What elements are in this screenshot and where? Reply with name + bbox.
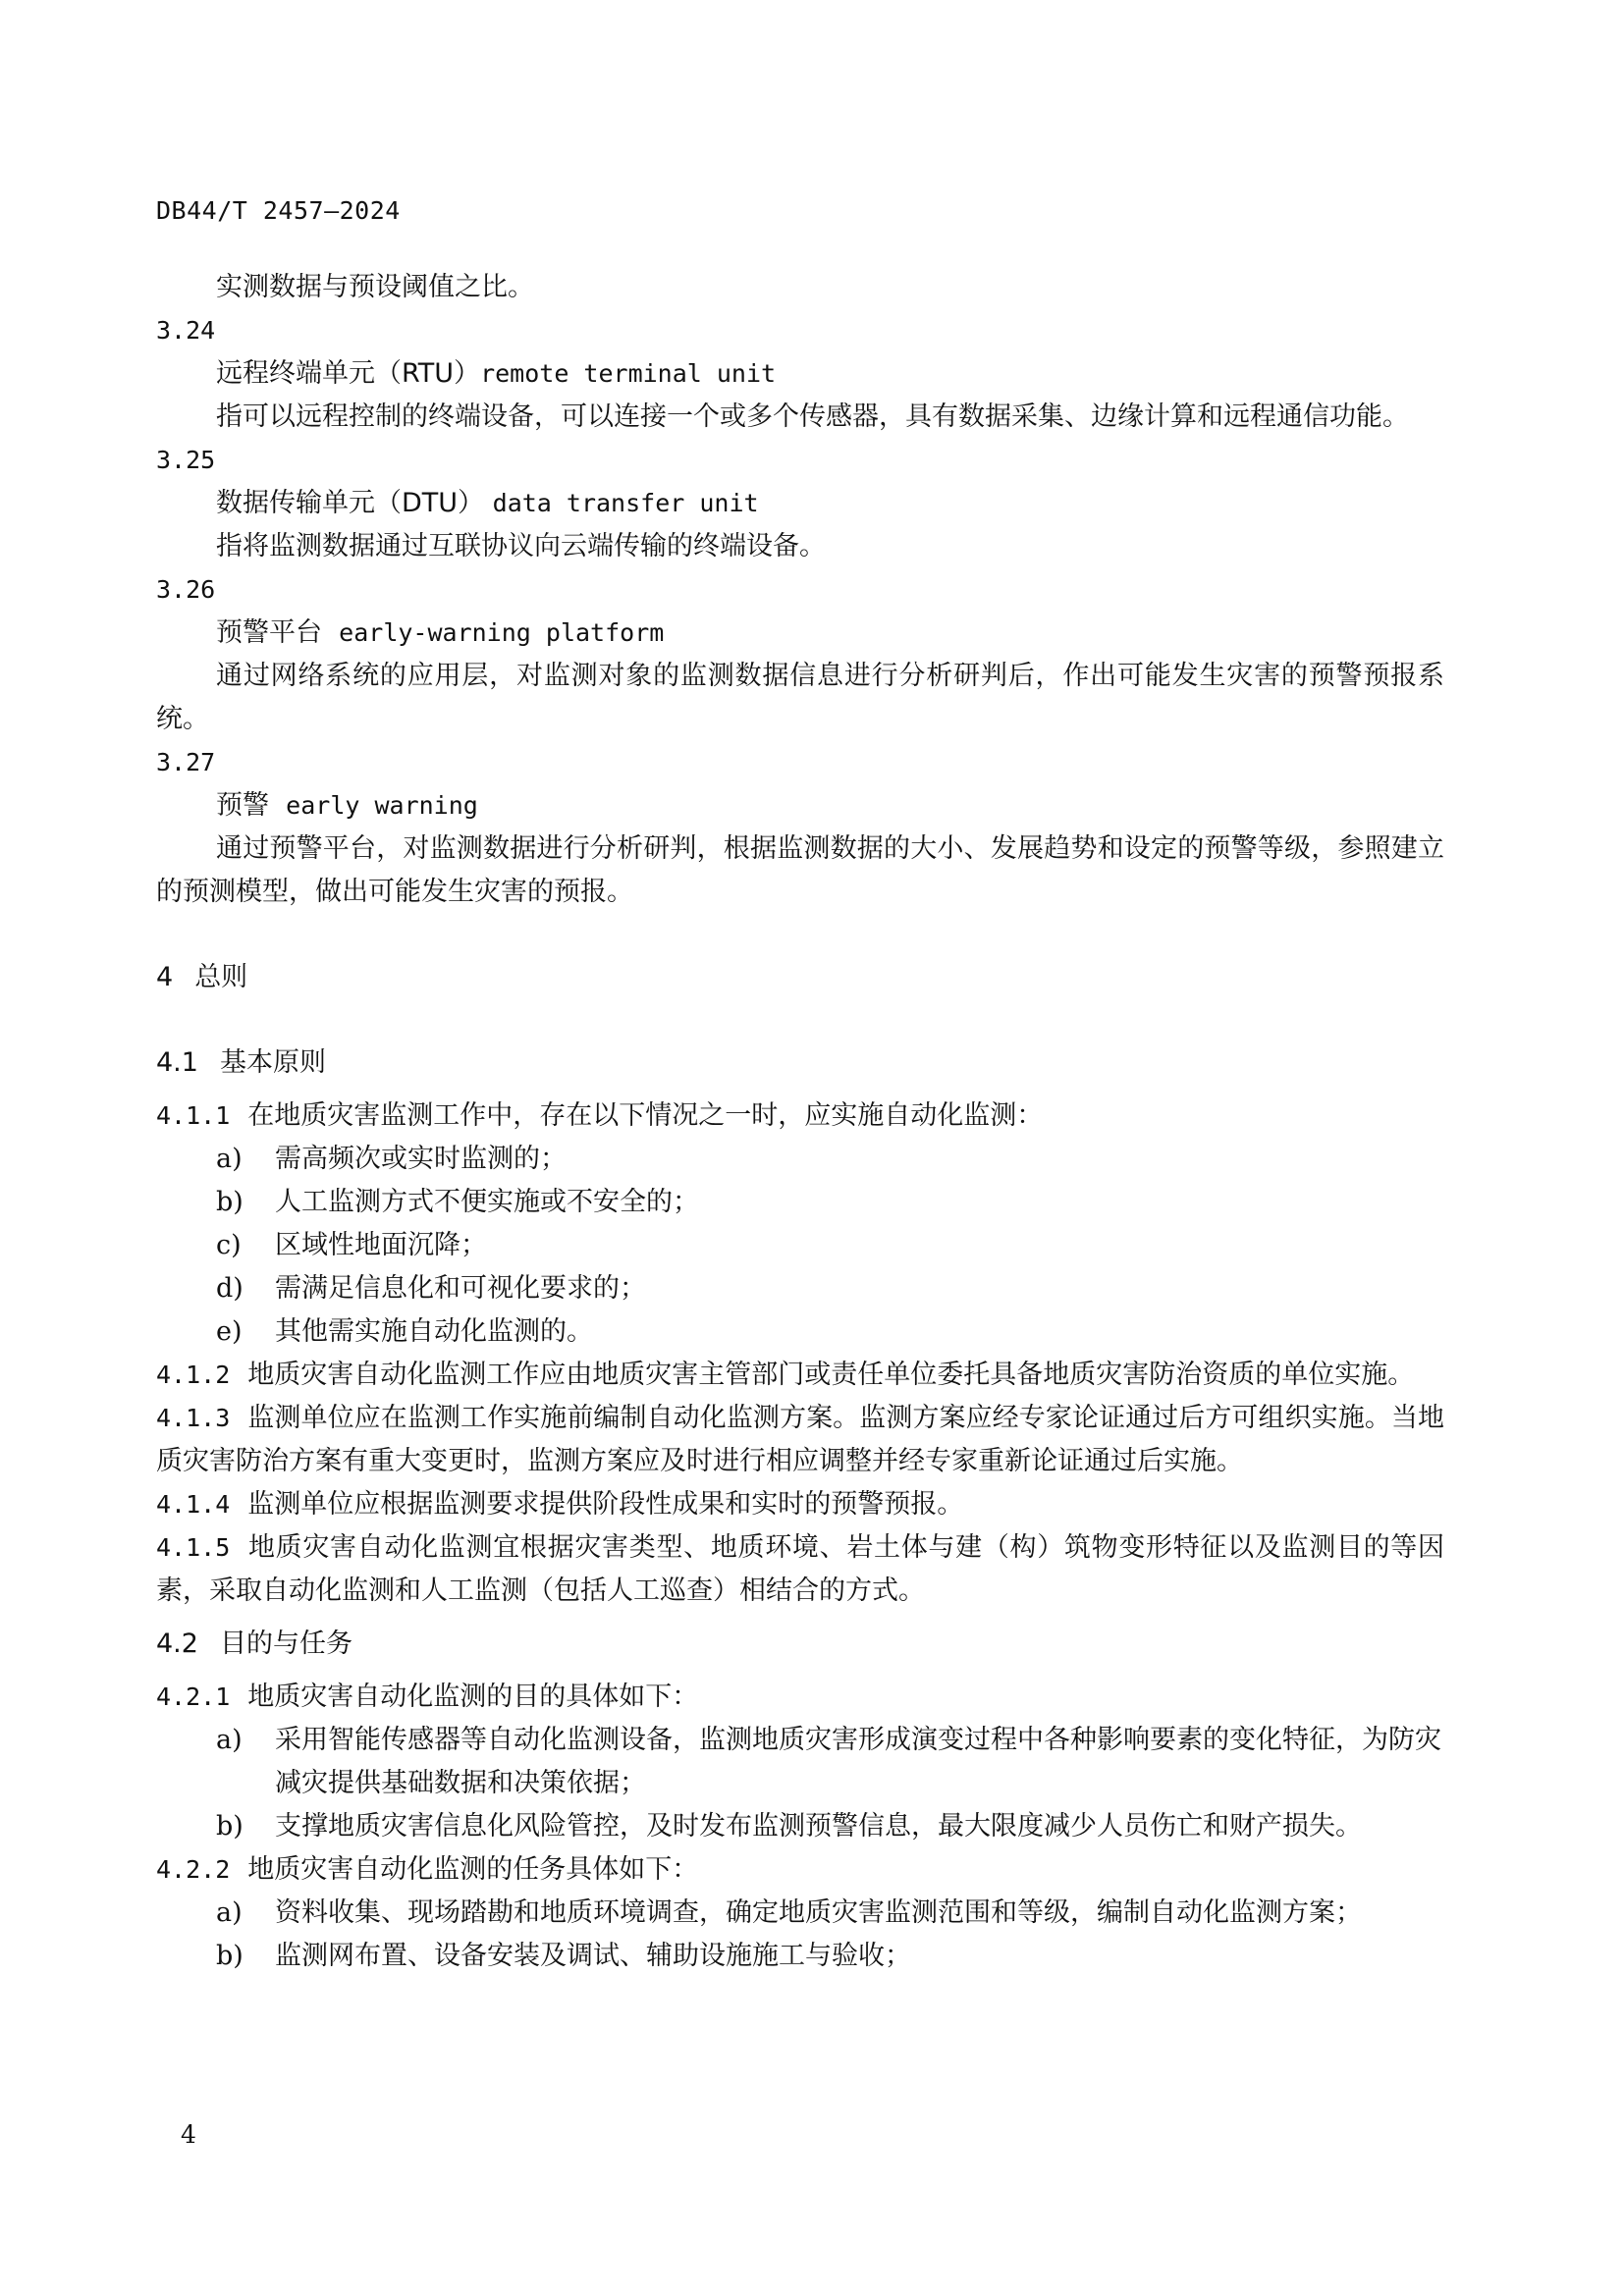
clause-number: 4.1.1 — [156, 1101, 231, 1130]
clause-4-2-1 — [156, 1676, 1444, 1719]
list-label: b) — [216, 1941, 244, 1971]
term-zh: 预警平台 — [216, 617, 322, 648]
clause-text: 地质灾害自动化监测的任务具体如下： — [247, 1854, 699, 1885]
list-item — [156, 1719, 1444, 1805]
list-label: d) — [216, 1273, 244, 1304]
list-text: 其他需实施自动化监测的。 — [275, 1316, 593, 1347]
chapter-number: 4 — [156, 962, 174, 992]
term-en: remote terminal unit — [480, 359, 777, 388]
list-label: a) — [216, 1144, 243, 1174]
section-heading — [156, 1623, 1444, 1666]
clause-text: 监测单位应在监测工作实施前编制自动化监测方案。监测方案应经专家论证通过后方可组织实施。当地质灾害防治方案有重大变更时，监测方案应及时进行相应调整并经专家重新论证通过后实施。 — [156, 1403, 1444, 1476]
list-item — [156, 1181, 1444, 1224]
section-title: 目的与任务 — [219, 1629, 352, 1659]
chapter-heading — [156, 956, 1444, 999]
chapter-title: 总则 — [194, 962, 248, 992]
definition-term — [156, 482, 1444, 525]
definition-number: 3.24 — [156, 316, 216, 345]
term-zh: 远程终端单元（RTU） — [216, 358, 481, 389]
definition-number: 3.26 — [156, 575, 216, 604]
clause-number: 4.2.1 — [156, 1682, 231, 1711]
list-text: 资料收集、现场踏勘和地质环境调查，确定地质灾害监测范围和等级，编制自动化监测方案； — [275, 1897, 1362, 1928]
clause-number: 4.1.4 — [156, 1490, 231, 1519]
clause-text: 地质灾害自动化监测的目的具体如下： — [247, 1682, 699, 1712]
clause-number: 4.2.2 — [156, 1855, 231, 1884]
list-item — [156, 1224, 1444, 1267]
section-title: 基本原则 — [219, 1047, 326, 1078]
clause-4-2-2 — [156, 1848, 1444, 1892]
list-item — [156, 1310, 1444, 1354]
term-zh: 数据传输单元（DTU） — [216, 488, 485, 518]
list-text: 支撑地质灾害信息化风险管控，及时发布监测预警信息，最大限度减少人员伤亡和财产损失。 — [275, 1811, 1362, 1842]
clause-text: 监测单位应根据监测要求提供阶段性成果和实时的预警预报。 — [247, 1489, 964, 1520]
definition-text: 通过预警平台，对监测数据进行分析研判，根据监测数据的大小、发展趋势和设定的预警等级，参照建立的预测模型，做出可能发生灾害的预报。 — [156, 833, 1444, 907]
list-text: 区域性地面沉降； — [275, 1230, 487, 1260]
clause-4-1-2 — [156, 1354, 1444, 1397]
definition-text: 指将监测数据通过互联协议向云端传输的终端设备。 — [216, 531, 826, 561]
definition-number: 3.27 — [156, 748, 216, 776]
list-text: 监测网布置、设备安装及调试、辅助设施施工与验收； — [275, 1941, 911, 1971]
list-item — [156, 1892, 1444, 1935]
list-label: c) — [216, 1230, 242, 1260]
clause-4-1-4 — [156, 1483, 1444, 1526]
definition-term — [156, 784, 1444, 828]
list-item — [156, 1267, 1444, 1310]
clause-text: 在地质灾害监测工作中，存在以下情况之一时，应实施自动化监测： — [247, 1100, 1044, 1131]
list-text: 需满足信息化和可视化要求的； — [275, 1273, 646, 1304]
list-label: b) — [216, 1187, 244, 1217]
term-zh: 预警 — [216, 790, 269, 821]
section-number: 4.1 — [156, 1047, 198, 1078]
list-label: e) — [216, 1316, 243, 1347]
section-number: 4.2 — [156, 1629, 198, 1659]
document-code-header: DB44/T 2457—2024 — [156, 196, 401, 225]
definition-continuation: 实测数据与预设阈值之比。 — [216, 272, 534, 302]
definition-text: 通过网络系统的应用层，对监测对象的监测数据信息进行分析研判后，作出可能发生灾害的预警预报系统。 — [156, 661, 1444, 734]
clause-number: 4.1.3 — [156, 1404, 231, 1432]
clause-text: 地质灾害自动化监测宜根据灾害类型、地质环境、岩土体与建（构）筑物变形特征以及监测目的等因素，采取自动化监测和人工监测（包括人工巡查）相结合的方式。 — [156, 1532, 1444, 1606]
term-en: data transfer unit — [492, 489, 759, 517]
page-number: 4 — [181, 2120, 196, 2149]
list-item — [156, 1805, 1444, 1848]
definition-term — [156, 352, 1444, 396]
list-label: a) — [216, 1897, 243, 1928]
term-en: early warning — [286, 791, 478, 820]
list-item — [156, 1138, 1444, 1181]
clause-number: 4.1.2 — [156, 1361, 231, 1389]
definition-number: 3.25 — [156, 446, 216, 474]
list-label: a) — [216, 1725, 243, 1755]
clause-4-1-3 — [156, 1397, 1444, 1483]
term-en: early-warning platform — [339, 618, 665, 647]
clause-text: 地质灾害自动化监测工作应由地质灾害主管部门或责任单位委托具备地质灾害防治资质的单位实施。 — [247, 1360, 1415, 1390]
list-text: 需高频次或实时监测的； — [275, 1144, 567, 1174]
definition-term — [156, 612, 1444, 655]
document-body — [156, 266, 1444, 1978]
section-heading — [156, 1041, 1444, 1085]
clause-4-1-5 — [156, 1526, 1444, 1613]
definition-text: 指可以远程控制的终端设备，可以连接一个或多个传感器，具有数据采集、边缘计算和远程通信功能。 — [216, 401, 1409, 432]
clause-number: 4.1.5 — [156, 1533, 231, 1562]
list-label: b) — [216, 1811, 244, 1842]
list-item — [156, 1935, 1444, 1978]
list-text: 采用智能传感器等自动化监测设备，监测地质灾害形成演变过程中各种影响要素的变化特征，为防灾减灾提供基础数据和决策依据； — [275, 1725, 1441, 1798]
list-text: 人工监测方式不便实施或不安全的； — [275, 1187, 699, 1217]
clause-4-1-1 — [156, 1095, 1444, 1138]
